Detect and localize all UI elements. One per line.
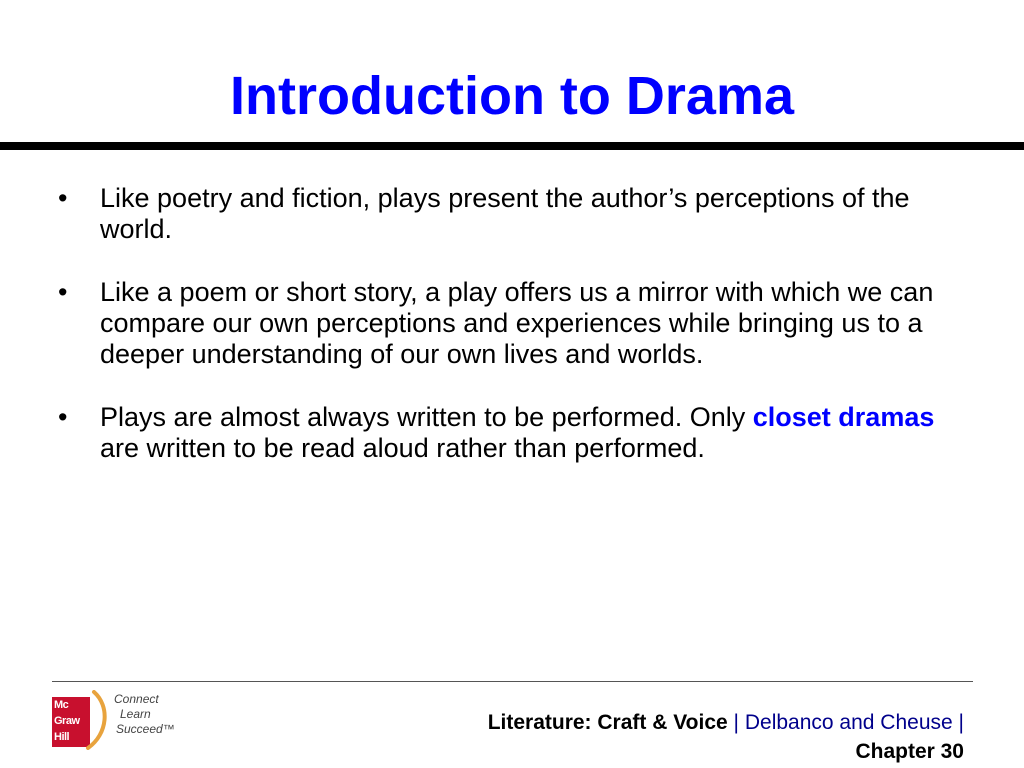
footer-citation (488, 708, 964, 766)
bullet-text (100, 402, 934, 463)
book-authors: Delbanco and Cheuse (744, 711, 953, 734)
bullet-text-start: Plays are almost always written to be performed. Only (100, 402, 753, 432)
bullet-text-end: are written to be read aloud rather than performed. (100, 433, 705, 463)
book-title: Literature: Craft & Voice (487, 711, 728, 734)
bullet-item-2 (58, 277, 968, 370)
title-divider (0, 142, 1024, 150)
bullet-icon: • (58, 183, 68, 213)
footer-separator: | (958, 711, 964, 734)
bullet-icon: • (58, 402, 68, 432)
bullet-icon: • (58, 277, 68, 307)
tagline-line: Learn (120, 707, 151, 721)
mcgraw-hill-logo (52, 690, 202, 750)
logo-tagline (114, 692, 175, 737)
tagline-line: Connect (114, 692, 159, 706)
bullet-item-3 (58, 402, 968, 464)
bullet-text: Like a poem or short story, a play offers us a mirror with which we can compare our own perceptions and experiences while bringing us to a deeper understanding of our own lives and worlds. (100, 277, 934, 369)
logo-mark-line: Mc (54, 699, 69, 711)
tagline-line: Succeed™ (116, 722, 175, 736)
bullet-list (58, 183, 968, 496)
bullet-text: Like poetry and fiction, plays present the author’s perceptions of the world. (100, 183, 910, 244)
slide-title: Introduction to Drama (230, 66, 794, 126)
swoosh-icon (82, 690, 112, 750)
bullet-item-1 (58, 183, 968, 245)
footer-separator: | (733, 711, 740, 734)
logo-mark-line: Graw (54, 715, 80, 727)
chapter-label: Chapter 30 (855, 740, 964, 763)
key-term: closet dramas (752, 402, 935, 432)
footer-divider (52, 681, 973, 682)
logo-mark-line: Hill (54, 731, 70, 743)
